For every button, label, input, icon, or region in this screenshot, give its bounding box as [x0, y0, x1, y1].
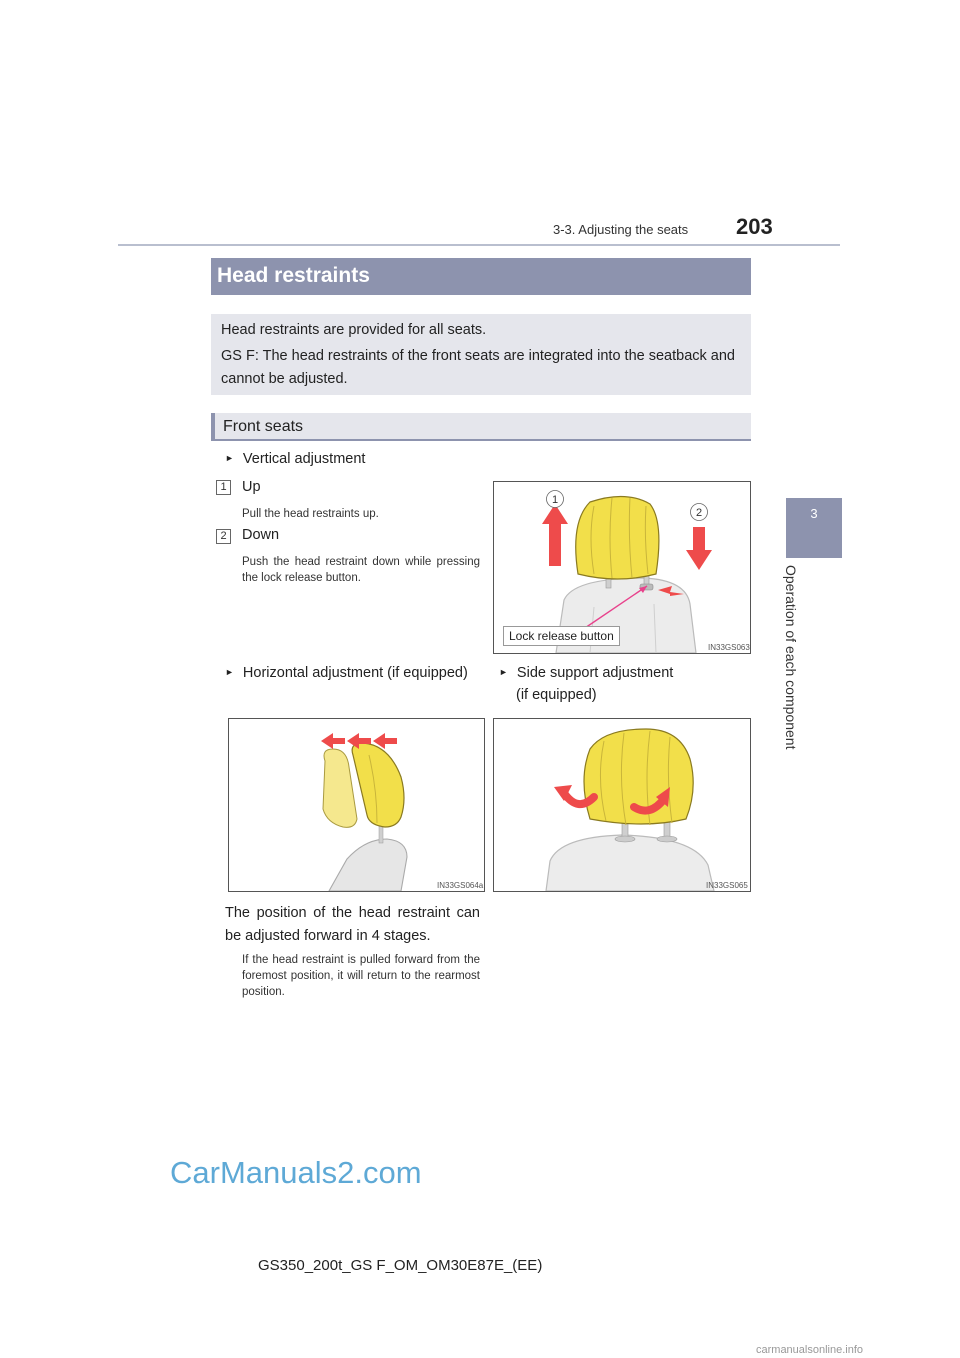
item-title-down: Down [242, 527, 280, 543]
figure-code: IN33GS065 [706, 881, 748, 890]
figure-side-support-adjustment [493, 718, 751, 892]
figure-code: IN33GS064a [437, 881, 484, 890]
figure-vertical-adjustment [493, 481, 751, 654]
bullet-side-support-adjustment [499, 665, 673, 681]
document-code: GS350_200t_GS F_OM_OM30E87E_(EE) [258, 1257, 543, 1274]
item-title-up: Up [242, 479, 261, 495]
item-number-badge: 2 [216, 529, 231, 544]
bullet-triangle-icon: ► [225, 453, 234, 463]
chapter-number: 3 [810, 506, 818, 521]
section-title-bar [211, 258, 751, 295]
chapter-tab [786, 498, 842, 558]
bullet-label: Vertical adjustment [242, 451, 366, 467]
marker-2-label: 2 [695, 507, 703, 519]
figure-code: IN33GS063 [708, 643, 750, 652]
item-desc-down: Push the head restraint down while pressing the lock release button. [242, 556, 480, 584]
intro-box [211, 314, 751, 395]
figure-horizontal-adjustment [228, 718, 485, 892]
watermark-logo: CarManuals2.com [170, 1155, 422, 1190]
section-title: Head restraints [217, 264, 370, 287]
side-support-illustration [494, 719, 750, 891]
bullet-triangle-icon: ► [225, 667, 234, 677]
bullet-vertical-adjustment [225, 451, 365, 467]
bullet-horizontal-adjustment [225, 665, 468, 681]
marker-1-label: 1 [551, 494, 559, 506]
bullet-label: Side support adjustment [516, 665, 674, 681]
item-number-badge: 1 [216, 480, 231, 495]
subsection-title: Front seats [223, 418, 304, 435]
header-rule [118, 244, 840, 246]
horizontal-adjustment-text: The position of the head restraint can be adjusted forward in 4 stages. [225, 905, 480, 944]
section-reference: 3-3. Adjusting the seats [553, 222, 689, 237]
page-number: 203 [736, 214, 773, 239]
item-desc-up: Pull the head restraints up. [242, 508, 379, 520]
bullet-label: Horizontal adjustment (if equipped) [242, 665, 468, 681]
intro-line-1: Head restraints are provided for all seats. [221, 322, 487, 338]
site-watermark: carmanualsonline.info [756, 1344, 864, 1356]
chapter-title: Operation of each component [783, 565, 799, 750]
horizontal-adjustment-illustration [229, 719, 484, 891]
intro-line-2: GS F: The head restraints of the front seats are integrated into the seatback and cannot be adjusted. [221, 348, 735, 387]
callout-lock-release-button: Lock release button [503, 626, 620, 646]
chapter-caption [775, 565, 815, 765]
horizontal-adjustment-note: If the head restraint is pulled forward from the foremost position, it will return to the rearmost position. [242, 954, 480, 998]
bullet-triangle-icon: ► [499, 667, 508, 677]
subsection-bar [211, 413, 751, 441]
bullet-side-support-qualifier: (if equipped) [516, 687, 597, 703]
